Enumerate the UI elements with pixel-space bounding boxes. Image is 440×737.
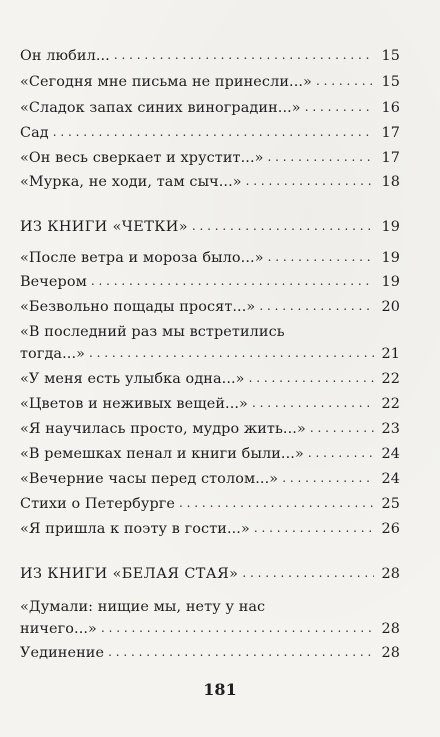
toc-entry-page: 19 — [381, 274, 400, 290]
dot-leader — [192, 216, 374, 236]
toc-entry — [20, 519, 400, 539]
toc-entry — [20, 123, 400, 143]
dot-leader — [308, 443, 374, 463]
toc-entry-title: Стихи о Петербурге — [20, 496, 176, 512]
toc-entry — [20, 72, 400, 92]
toc-entry-title: Он любил... — [20, 48, 110, 64]
toc-entry-title: Вечером — [20, 274, 87, 290]
dot-leader — [101, 618, 374, 638]
toc-entry — [20, 297, 400, 317]
toc-entry-title: «Мурка, не ходи, там сыч...» — [20, 174, 242, 190]
toc-entry-page: 24 — [381, 471, 400, 487]
toc-entry-title: «Сегодня мне письма не принесли...» — [20, 74, 312, 90]
toc-entry — [20, 248, 400, 268]
toc-entry-page: 28 — [381, 566, 400, 582]
toc-entry-page: 28 — [381, 621, 400, 637]
toc-entry-title: «Сладок запах синих виноградин...» — [20, 100, 301, 116]
toc-entry — [20, 172, 400, 192]
toc-entry-title: «Он весь сверкает и хрустит...» — [20, 150, 264, 166]
toc-entry-title: Сад — [20, 125, 49, 141]
dot-leader — [252, 393, 374, 413]
toc-entry-page: 18 — [381, 174, 400, 190]
toc-entry-title: «Я пришла к поэту в гости...» — [20, 521, 250, 537]
toc-entry-page: 17 — [381, 125, 400, 141]
toc-entry — [20, 419, 400, 439]
toc-entry-title-line-1: «В последний раз мы встретились — [20, 324, 285, 340]
dot-leader — [310, 418, 374, 438]
toc-entry-page: 22 — [381, 371, 400, 387]
toc-entry-title-line-2: тогда...» — [20, 346, 86, 362]
toc-entry-page: 16 — [381, 100, 400, 116]
dot-leader — [108, 642, 374, 662]
toc-entry-page: 15 — [381, 74, 400, 90]
toc-entry — [20, 148, 400, 168]
dot-leader — [249, 368, 374, 388]
toc-entry-page: 28 — [381, 645, 400, 661]
toc-section-title: ИЗ КНИГИ «БЕЛАЯ СТАЯ» — [20, 566, 239, 582]
toc-entry-title: «В ремешках пенал и книги были...» — [20, 446, 304, 462]
dot-leader — [114, 45, 374, 65]
dot-leader — [53, 122, 374, 142]
toc-entry-title-line-1: «Думали: нищие мы, нету у нас — [20, 599, 266, 615]
toc-entry-title: «Цветов и неживых вещей...» — [20, 396, 248, 412]
dot-leader — [259, 296, 374, 316]
toc-entry — [20, 322, 400, 364]
toc-entry-page: 26 — [381, 521, 400, 537]
dot-leader — [282, 468, 374, 488]
toc-entry-title: «Вечерние часы перед столом...» — [20, 471, 279, 487]
toc-entry — [20, 98, 400, 118]
dot-leader — [179, 493, 374, 513]
page-number: 181 — [203, 680, 237, 699]
toc-entry-title: Уединение — [20, 645, 105, 661]
toc-entry — [20, 46, 400, 66]
toc-entry-title: «Безвольно пощады просят...» — [20, 299, 256, 315]
toc-entry-title: «Я научилась просто, мудро жить...» — [20, 421, 306, 437]
toc-entry-page: 15 — [381, 48, 400, 64]
toc-entry-page: 19 — [381, 219, 400, 235]
dot-leader — [242, 563, 374, 583]
toc-entry — [20, 369, 400, 389]
dot-leader — [89, 343, 374, 363]
toc-entry — [20, 469, 400, 489]
toc-entry-page: 17 — [381, 150, 400, 166]
toc-entry — [20, 394, 400, 414]
dot-leader — [91, 271, 374, 291]
dot-leader — [268, 247, 374, 267]
toc-entry-page: 21 — [381, 346, 400, 362]
toc-section-heading — [20, 564, 400, 584]
toc-entry-page: 22 — [381, 396, 400, 412]
dot-leader — [305, 97, 374, 117]
toc-section-title: ИЗ КНИГИ «ЧЕТКИ» — [20, 219, 188, 235]
toc-entry — [20, 494, 400, 514]
toc-entry-title: «После ветра и мороза было...» — [20, 250, 264, 266]
toc-entry — [20, 444, 400, 464]
dot-leader — [246, 171, 374, 191]
toc-entry — [20, 643, 400, 663]
toc-entry — [20, 272, 400, 292]
dot-leader — [268, 147, 374, 167]
toc-entry-page: 24 — [381, 446, 400, 462]
dot-leader — [254, 518, 374, 538]
toc-entry-title: «У меня есть улыбка одна...» — [20, 371, 245, 387]
toc-section-heading — [20, 217, 400, 237]
toc-entry-page: 25 — [381, 496, 400, 512]
toc-entry-page: 23 — [381, 421, 400, 437]
dot-leader — [316, 71, 374, 91]
toc-entry-page: 19 — [381, 250, 400, 266]
toc-entry-title-line-2: ничего...» — [20, 621, 97, 637]
toc-entry — [20, 597, 400, 639]
toc-entry-page: 20 — [381, 299, 400, 315]
